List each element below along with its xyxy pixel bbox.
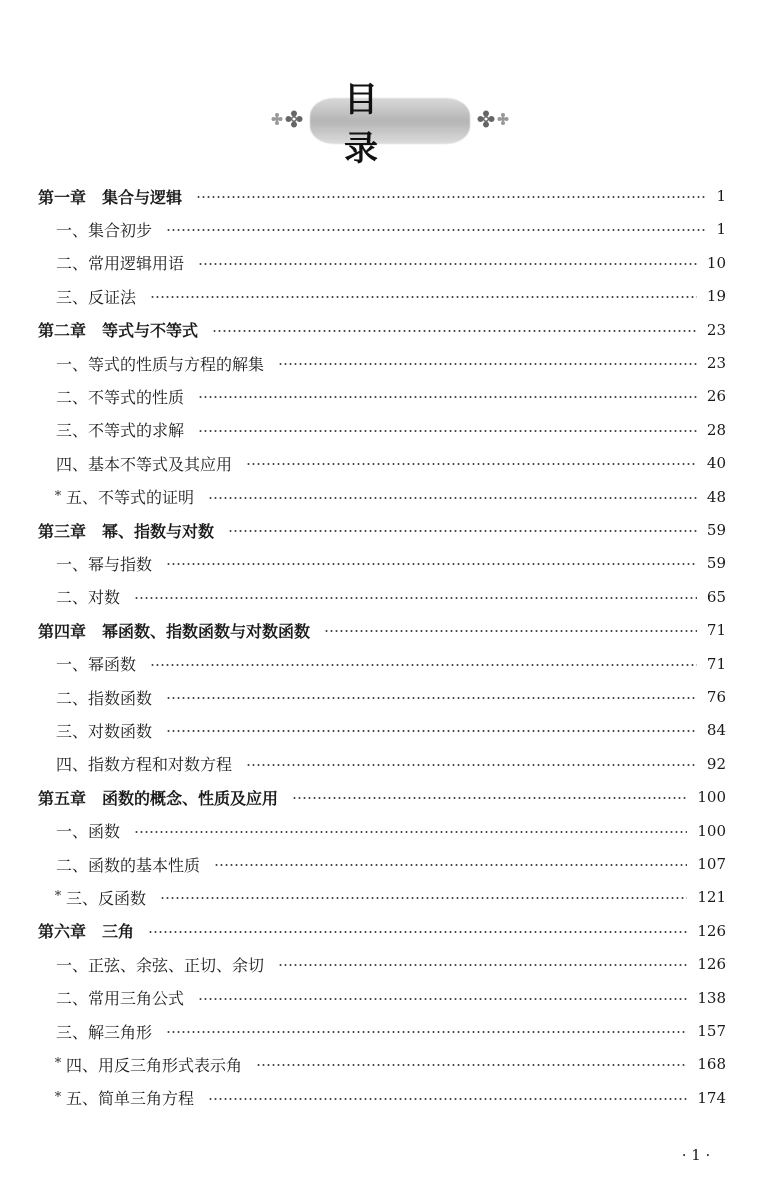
- toc-entry-label: 一、幂函数: [56, 655, 137, 675]
- toc-entry-label: 第一章 集合与逻辑: [38, 187, 183, 207]
- toc-section-row[interactable]: [0, 582, 780, 612]
- toc-page-number: 100: [697, 788, 726, 807]
- toc-section-row[interactable]: [0, 1083, 780, 1113]
- toc-section-row[interactable]: [0, 749, 780, 779]
- toc-page-number: 76: [706, 688, 726, 706]
- toc-entry-label: 第三章 幂、指数与对数: [38, 521, 215, 541]
- dot-leader: [166, 697, 697, 699]
- toc-entry-label: 一、函数: [56, 822, 121, 842]
- optional-marker: *: [54, 1056, 62, 1072]
- toc-page-number: 19: [706, 287, 726, 306]
- dot-leader: [166, 563, 697, 565]
- toc-section-row[interactable]: [0, 649, 780, 679]
- toc-page-number: 100: [697, 821, 726, 840]
- toc-section-row[interactable]: [0, 1049, 780, 1079]
- toc-page-number: 138: [697, 988, 726, 1007]
- toc-entry-label: 五、简单三角方程: [66, 1089, 195, 1109]
- toc-chapter-row[interactable]: [0, 315, 780, 345]
- toc-page-number: 26: [706, 387, 726, 406]
- dot-leader: [228, 530, 697, 532]
- dot-leader: [278, 964, 687, 966]
- dot-leader: [198, 396, 697, 398]
- toc-entry-label: 三、解三角形: [56, 1022, 153, 1042]
- toc-entry-label: 二、常用三角公式: [56, 989, 185, 1009]
- toc-chapter-row[interactable]: [0, 181, 780, 211]
- toc-page-number: 174: [697, 1088, 726, 1107]
- dot-leader: [198, 263, 697, 265]
- toc-section-row[interactable]: [0, 1016, 780, 1046]
- toc-section-row[interactable]: [0, 949, 780, 979]
- toc-page-number: 71: [706, 654, 726, 673]
- toc-page-number: 168: [697, 1055, 726, 1074]
- toc-section-row[interactable]: [0, 415, 780, 445]
- toc-page-number: 107: [697, 855, 726, 873]
- title-banner: [270, 80, 510, 169]
- toc-page-number: 28: [706, 420, 726, 439]
- dot-leader: [134, 597, 697, 599]
- toc-page-number: 23: [706, 354, 726, 372]
- toc-entry-label: 四、用反三角形式表示角: [66, 1055, 243, 1075]
- dot-leader: [324, 630, 697, 632]
- flower-ornament-icon: [270, 106, 308, 132]
- toc-entry-label: 第六章 三角: [38, 922, 135, 942]
- dot-leader: [256, 1064, 687, 1066]
- toc-entry-label: 二、指数函数: [56, 688, 153, 708]
- dot-leader: [196, 196, 706, 198]
- toc-section-row[interactable]: [0, 882, 780, 912]
- toc-section-row[interactable]: [0, 348, 780, 378]
- toc-section-row[interactable]: [0, 816, 780, 846]
- page-title: 目录: [344, 80, 412, 169]
- toc-section-row[interactable]: [0, 248, 780, 278]
- dot-leader: [278, 363, 697, 365]
- toc-page-number: 157: [697, 1022, 726, 1040]
- toc-section-row[interactable]: [0, 849, 780, 879]
- toc-page-number: 126: [697, 955, 726, 974]
- toc-page-number: 48: [706, 487, 726, 506]
- toc-entry-label: 三、反函数: [66, 888, 147, 908]
- toc-entry-label: 一、幂与指数: [56, 554, 153, 574]
- toc-entry-label: 二、对数: [56, 588, 121, 608]
- dot-leader: [160, 897, 687, 899]
- toc-section-row[interactable]: [0, 715, 780, 745]
- toc-entry-label: 第四章 幂函数、指数函数与对数函数: [38, 621, 311, 641]
- toc-entry-label: 三、不等式的求解: [56, 421, 185, 441]
- toc-entry-label: 一、正弦、余弦、正切、余切: [56, 955, 265, 975]
- toc-page-number: 1: [716, 220, 726, 239]
- dot-leader: [166, 730, 697, 732]
- dot-leader: [150, 664, 697, 666]
- toc-page-number: 59: [706, 521, 726, 539]
- toc-section-row[interactable]: [0, 381, 780, 411]
- toc-entry-label: 第五章 函数的概念、性质及应用: [38, 788, 279, 808]
- dot-leader: [214, 864, 687, 866]
- toc-section-row[interactable]: [0, 482, 780, 512]
- dot-leader: [208, 497, 697, 499]
- toc-page-number: 59: [706, 554, 726, 573]
- toc-section-row[interactable]: [0, 214, 780, 244]
- toc-entry-label: 五、不等式的证明: [66, 488, 195, 508]
- toc-page-number: 10: [706, 253, 726, 272]
- toc-entry-label: 一、集合初步: [56, 220, 153, 240]
- dot-leader: [134, 831, 687, 833]
- toc-chapter-row[interactable]: [0, 782, 780, 812]
- toc-entry-label: 一、等式的性质与方程的解集: [56, 354, 265, 374]
- toc-entry-label: 四、指数方程和对数方程: [56, 755, 233, 775]
- toc-entry-label: 二、不等式的性质: [56, 387, 185, 407]
- toc-entry-label: 第二章 等式与不等式: [38, 321, 199, 341]
- toc-entry-label: 二、函数的基本性质: [56, 855, 201, 875]
- toc-entry-label: 四、基本不等式及其应用: [56, 454, 233, 474]
- dot-leader: [148, 931, 687, 933]
- dot-leader: [150, 296, 697, 298]
- toc-page-number: 84: [706, 721, 726, 740]
- toc-page-number: 71: [706, 621, 726, 640]
- dot-leader: [198, 430, 697, 432]
- toc-entry-label: 三、对数函数: [56, 721, 153, 741]
- toc-page-number: 92: [706, 754, 726, 773]
- toc-page-number: 126: [697, 921, 726, 940]
- optional-marker: *: [54, 488, 62, 504]
- toc-page-number: 1: [716, 187, 726, 205]
- dot-leader: [212, 330, 697, 332]
- toc-chapter-row[interactable]: [0, 916, 780, 946]
- dot-leader: [208, 1098, 687, 1100]
- toc-chapter-row[interactable]: [0, 615, 780, 645]
- toc-section-row[interactable]: [0, 281, 780, 311]
- page-number: · 1 ·: [681, 1146, 711, 1164]
- dot-leader: [246, 764, 697, 766]
- optional-marker: *: [54, 1089, 62, 1105]
- dot-leader: [246, 463, 697, 465]
- toc-section-row[interactable]: [0, 682, 780, 712]
- toc-page-number: 40: [706, 454, 726, 473]
- toc-page-number: 23: [706, 320, 726, 339]
- dot-leader: [166, 1031, 687, 1033]
- toc-entry-label: 二、常用逻辑用语: [56, 254, 185, 274]
- optional-marker: *: [54, 889, 62, 905]
- toc-page-number: 65: [706, 587, 726, 606]
- toc-chapter-row[interactable]: [0, 515, 780, 545]
- dot-leader: [166, 229, 706, 231]
- flower-ornament-icon: [472, 106, 510, 132]
- dot-leader: [292, 797, 687, 799]
- toc-page-number: 121: [697, 888, 726, 907]
- toc-section-row[interactable]: [0, 448, 780, 478]
- toc-entry-label: 三、反证法: [56, 287, 137, 307]
- dot-leader: [198, 998, 687, 1000]
- toc-section-row[interactable]: [0, 548, 780, 578]
- toc-section-row[interactable]: [0, 983, 780, 1013]
